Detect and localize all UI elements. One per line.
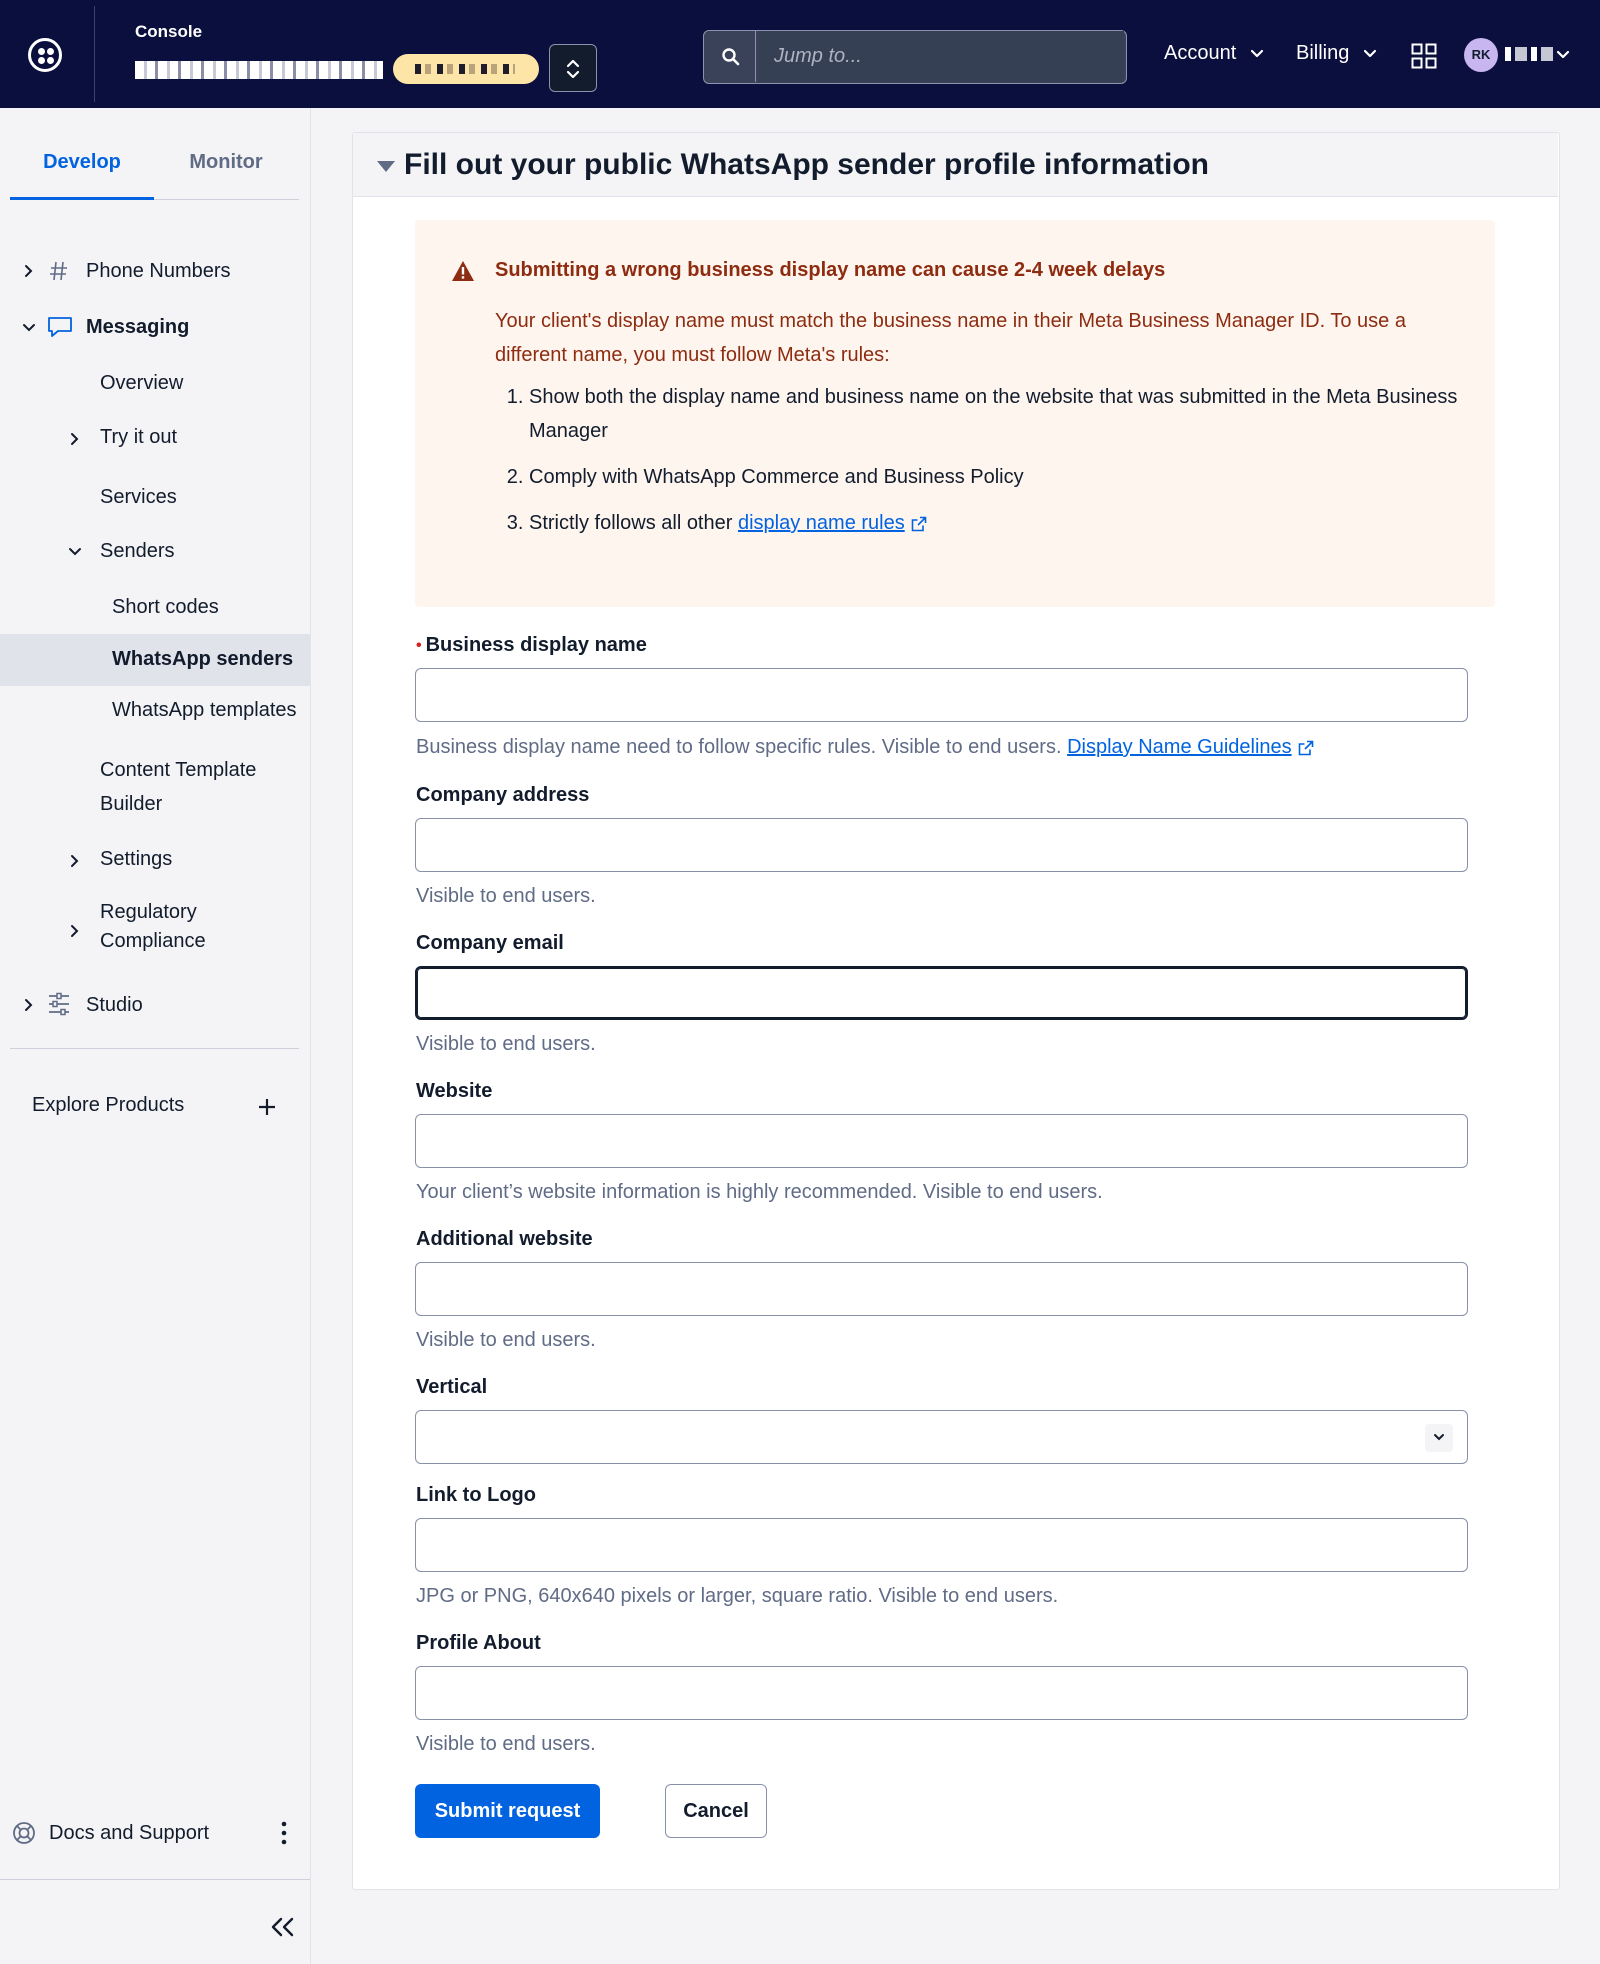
website-input[interactable]	[415, 1114, 1468, 1168]
account-switcher-button[interactable]	[549, 44, 597, 92]
warning-icon	[451, 260, 475, 282]
sidebar-item-overview[interactable]: Overview	[100, 372, 184, 394]
company-address-help: Visible to end users.	[416, 885, 596, 907]
display-name-rules-link[interactable]: display name rules	[737, 512, 905, 534]
sidebar-item-phone-numbers[interactable]: Phone Numbers	[86, 260, 231, 282]
external-link-icon[interactable]	[911, 516, 927, 532]
company-email-input[interactable]	[415, 966, 1468, 1020]
chat-bubble-icon	[47, 316, 73, 338]
link-to-logo-input[interactable]	[415, 1518, 1468, 1572]
sidebar-footer-divider	[0, 1879, 310, 1880]
plus-icon[interactable]	[258, 1098, 276, 1116]
company-email-label: Company email	[416, 932, 564, 954]
sidebar-item-studio[interactable]: Studio	[86, 994, 143, 1016]
account-menu[interactable]	[1164, 42, 1264, 65]
sidebar-item-whatsapp-templates[interactable]: WhatsApp templates	[112, 699, 297, 721]
collapse-triangle-icon[interactable]	[377, 161, 395, 172]
company-address-label: Company address	[416, 784, 590, 806]
billing-menu-label: Billing	[1296, 42, 1350, 64]
chevron-down-icon	[1363, 49, 1377, 59]
profile-about-label: Profile About	[416, 1632, 541, 1654]
section-title: Fill out your public WhatsApp sender profile information	[404, 148, 1210, 181]
sidebar-item-whatsapp-senders[interactable]: WhatsApp senders	[112, 648, 294, 670]
sidebar	[0, 108, 311, 1964]
expand-collapse-icon	[565, 58, 581, 80]
tab-monitor[interactable]: Monitor	[189, 151, 263, 173]
sidebar-tabs	[10, 130, 299, 200]
sidebar-item-settings[interactable]: Settings	[100, 848, 173, 870]
business-display-name-input[interactable]	[415, 668, 1468, 722]
sidebar-item-label: Compliance	[100, 930, 206, 952]
jump-to-search[interactable]	[703, 30, 1127, 84]
sidebar-divider	[10, 1048, 299, 1049]
top-bar	[0, 0, 1600, 108]
search-icon[interactable]	[704, 31, 756, 82]
sidebar-item-label: Content Template	[100, 759, 257, 781]
chevron-down-icon[interactable]	[1556, 50, 1570, 60]
chevron-right-icon[interactable]	[70, 924, 80, 938]
docs-and-support-link[interactable]: Docs and Support	[49, 1822, 210, 1844]
alert-rule-item: 2. Comply with WhatsApp Commerce and Business Policy	[529, 460, 1475, 494]
sidebar-item-label: Builder	[100, 793, 163, 815]
tab-develop[interactable]: Develop	[10, 130, 154, 200]
alert-body: Your client's display name must match the business name in their Meta Business Manager ID. To use a different name, you must follow Meta's rules:	[495, 310, 1406, 366]
chevron-down-icon[interactable]	[1425, 1424, 1453, 1452]
alert-rule-item	[529, 506, 1475, 540]
company-address-input[interactable]	[415, 818, 1468, 872]
sidebar-item-senders[interactable]: Senders	[100, 540, 175, 562]
sidebar-item-short-codes[interactable]: Short codes	[112, 596, 219, 618]
sidebar-item-try-it-out[interactable]: Try it out	[100, 426, 178, 448]
external-link-icon[interactable]	[1298, 740, 1314, 756]
user-name-redacted[interactable]	[1505, 47, 1555, 61]
field-label-text: Business display name	[425, 634, 647, 656]
cancel-button[interactable]: Cancel	[665, 1784, 767, 1838]
more-options-icon[interactable]	[280, 1821, 288, 1845]
profile-about-help: Visible to end users.	[416, 1733, 596, 1755]
apps-grid-icon[interactable]	[1411, 43, 1437, 69]
hash-icon	[49, 260, 69, 282]
vertical-label: Vertical	[416, 1376, 488, 1398]
submit-request-button[interactable]: Submit request	[415, 1784, 600, 1838]
lifebuoy-icon	[12, 1821, 36, 1845]
section-header[interactable]	[353, 133, 1558, 197]
website-help: Your client’s website information is highly recommended. Visible to end users.	[416, 1181, 1103, 1203]
company-email-help: Visible to end users.	[416, 1033, 596, 1055]
additional-website-input[interactable]	[415, 1262, 1468, 1316]
alert-rule-item: 1. Show both the display name and business name on the website that was submitted in the Meta Business Manager	[529, 380, 1475, 448]
sender-profile-card	[352, 132, 1560, 1890]
link-to-logo-label: Link to Logo	[416, 1484, 536, 1506]
profile-about-input[interactable]	[415, 1666, 1468, 1720]
sidebar-item-regulatory-compliance[interactable]	[100, 898, 206, 956]
chevron-down-icon	[1250, 49, 1264, 59]
alert-rules-list	[495, 380, 1475, 552]
sidebar-item-content-template-builder[interactable]	[100, 753, 256, 821]
alert-title: Submitting a wrong business display name can cause 2-4 week delays	[495, 259, 1166, 281]
chevron-down-icon[interactable]	[68, 547, 82, 557]
required-indicator: •	[416, 636, 422, 654]
business-display-name-help	[416, 736, 1314, 759]
chevron-right-icon[interactable]	[70, 432, 80, 446]
help-text: Business display name need to follow specific rules. Visible to end users.	[416, 736, 1068, 758]
environment-badge	[393, 54, 539, 84]
website-label: Website	[416, 1080, 493, 1102]
collapse-sidebar-icon[interactable]	[270, 1917, 296, 1937]
sidebar-item-label: Regulatory	[100, 901, 197, 923]
chevron-right-icon[interactable]	[24, 998, 34, 1012]
main-content	[311, 108, 1600, 1964]
warning-alert	[415, 220, 1495, 607]
vertical-select[interactable]	[415, 1410, 1468, 1464]
billing-menu[interactable]	[1296, 42, 1377, 65]
explore-products-link[interactable]: Explore Products	[32, 1094, 185, 1116]
account-name-redacted[interactable]	[135, 61, 383, 79]
topbar-divider	[94, 6, 95, 102]
display-name-guidelines-link[interactable]: Display Name Guidelines	[1067, 736, 1292, 758]
alert-rule-text: Strictly follows all other	[529, 512, 738, 534]
chevron-right-icon[interactable]	[24, 264, 34, 278]
console-label: Console	[135, 22, 203, 41]
twilio-logo-icon[interactable]	[28, 38, 62, 72]
studio-flow-icon	[47, 992, 71, 1016]
link-to-logo-help: JPG or PNG, 640x640 pixels or larger, square ratio. Visible to end users.	[416, 1585, 1059, 1607]
business-display-name-label	[416, 634, 647, 657]
sidebar-item-services[interactable]: Services	[100, 486, 177, 508]
chevron-down-icon[interactable]	[22, 323, 36, 333]
account-menu-label: Account	[1164, 42, 1237, 64]
additional-website-help: Visible to end users.	[416, 1329, 596, 1351]
additional-website-label: Additional website	[416, 1228, 593, 1250]
sidebar-item-messaging[interactable]: Messaging	[86, 316, 190, 338]
user-avatar[interactable]: RK	[1464, 38, 1498, 72]
search-input[interactable]	[758, 31, 1124, 82]
chevron-right-icon[interactable]	[70, 854, 80, 868]
